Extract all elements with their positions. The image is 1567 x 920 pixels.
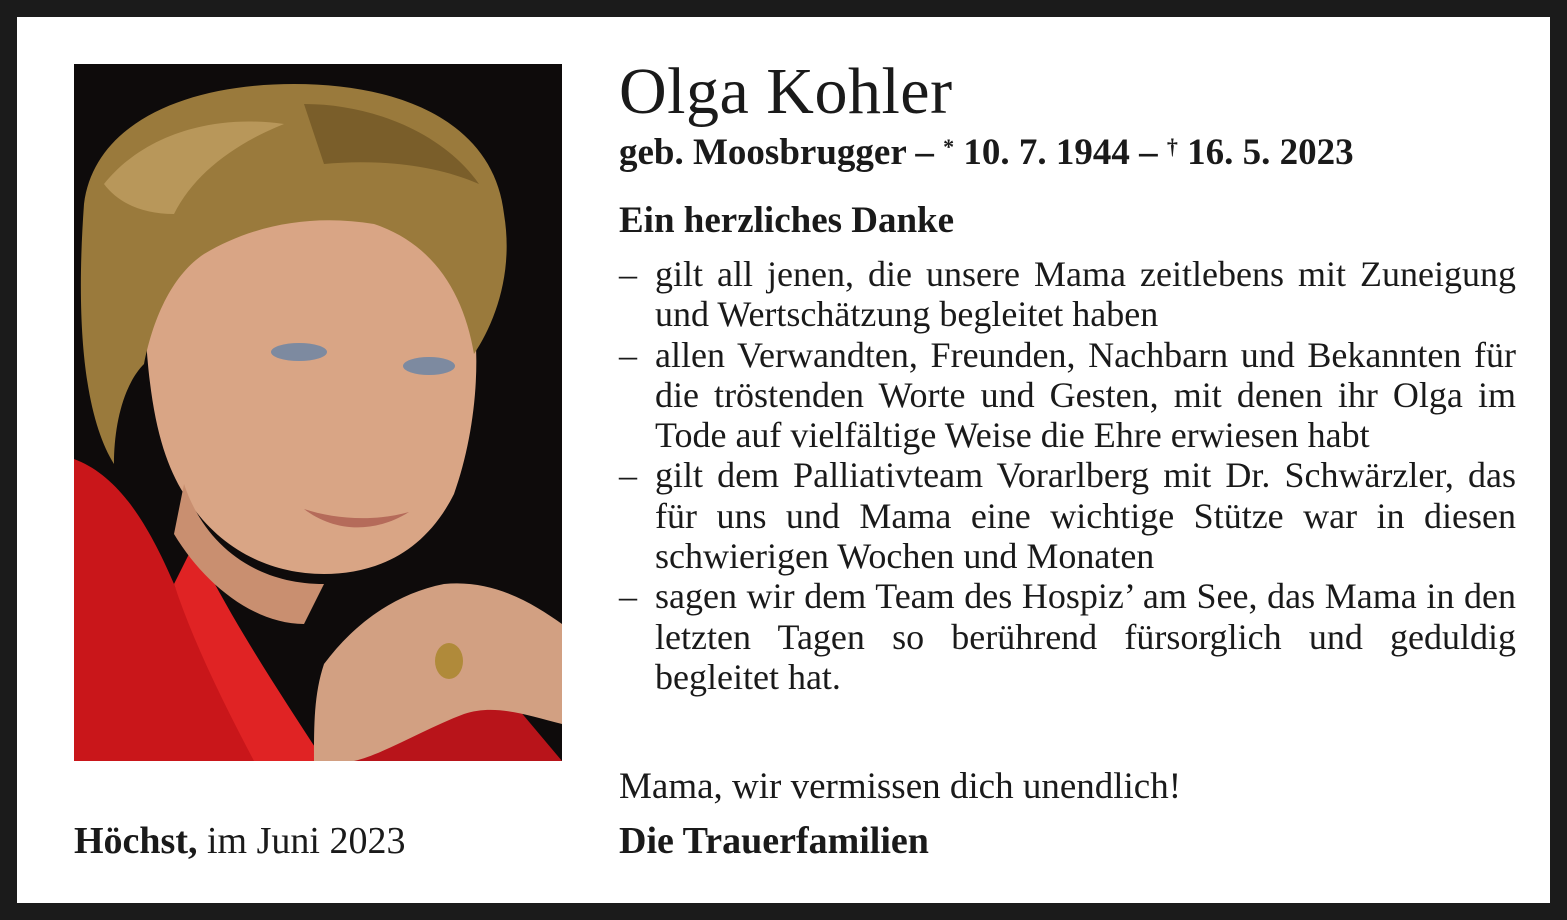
death-symbol: †: [1166, 134, 1178, 159]
portrait-photo: [74, 64, 562, 761]
list-item-text: allen Verwandten, Freunden, Nachbarn und Bekannten für die tröstenden Worte und Gesten, mit denen ihr Olga im Tode auf vielfältige Weise die Ehre erwiesen habt: [655, 334, 1516, 456]
date-line: im Juni 2023: [207, 820, 406, 862]
list-item-text: gilt all jenen, die unsere Mama zeitlebens mit Zuneigung und Wertschätzung begleitet haben: [655, 254, 1516, 335]
list-dash: –: [619, 576, 637, 617]
place-name: Höchst,: [74, 820, 198, 862]
list-item: [619, 576, 1516, 697]
birth-symbol: *: [943, 134, 955, 159]
death-date: 16. 5. 2023: [1187, 132, 1354, 173]
signature: Die Trauerfamilien: [619, 820, 929, 862]
list-item: [619, 254, 1516, 335]
list-dash: –: [619, 455, 637, 496]
life-dates-line: geb. Moosbrugger – * 10. 7. 1944 – † 16. 5. 2023: [619, 132, 1354, 173]
thanks-list: [619, 254, 1516, 697]
list-item-text: sagen wir dem Team des Hospiz’ am See, das Mama in den letzten Tagen so berührend fürsorglich und geduldig begleitet hat.: [655, 576, 1516, 697]
closing-line: Mama, wir vermissen dich unendlich!: [619, 766, 1182, 807]
list-dash: –: [619, 334, 637, 375]
birth-name: geb. Moosbrugger: [619, 132, 907, 173]
thanks-heading: Ein herzliches Danke: [619, 200, 955, 241]
list-item-text: gilt dem Palliativteam Vorarlberg mit Dr. Schwärzler, das für uns und Mama eine wichtige Stütze war in diesen schwierigen Wochen und Monaten: [655, 455, 1516, 577]
place-date-line: [74, 818, 405, 864]
list-item: [619, 335, 1516, 456]
birth-date: 10. 7. 1944: [963, 132, 1130, 173]
list-dash: –: [619, 254, 637, 294]
deceased-name: Olga Kohler: [619, 55, 953, 128]
list-item: [619, 455, 1516, 576]
